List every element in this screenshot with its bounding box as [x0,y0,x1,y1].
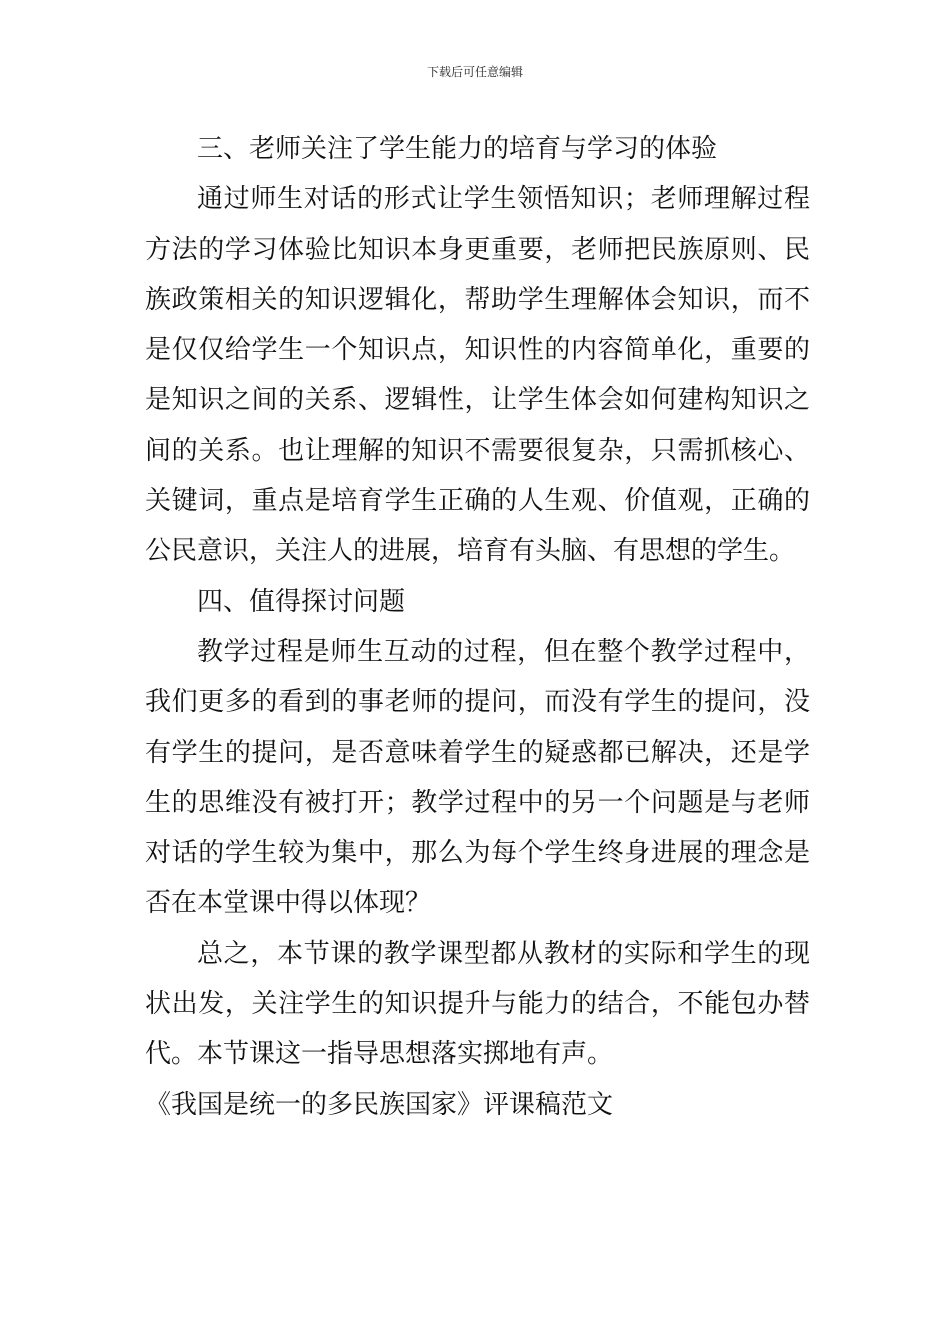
paragraph-conclusion: 总之，本节课的教学课型都从教材的实际和学生的现状出发，关注学生的知识提升与能力的结合，不能包办替代。本节课这一指导思想落实掷地有声。 [145,938,810,1070]
page-header-note: 下载后可任意编辑 [426,65,523,79]
paragraph-discussion-issues: 教学过程是师生互动的过程，但在整个教学过程中，我们更多的看到的事老师的提问，而没有学生的提问，没有学生的提问，是否意味着学生的疑惑都已解决，还是学生的思维没有被打开；教学过程中的另一个问题是与老师对话的学生较为集中，那么为每个学生终身进展的理念是否在本堂课中得以体现？ [145,636,810,919]
document-body [145,124,810,1130]
paragraph-dialogue-learning: 通过师生对话的形式让学生领悟知识；老师理解过程方法的学习体验比知识本身更重要，老师把民族原则、民族政策相关的知识逻辑化，帮助学生理解体会知识，而不是仅仅给学生一个知识点，知识性的内容简单化，重要的是知识之间的关系、逻辑性，让学生体会如何建构知识之间的关系。也让理解的知识不需要很复杂，只需抓核心、关键词，重点是培育学生正确的人生观、价值观，正确的公民意识，关注人的进展，培育有头脑、有思想的学生。 [145,184,810,567]
next-document-title: 《我国是统一的多民族国家》评课稿范文 [145,1089,614,1120]
section-heading-4: 四、值得探讨问题 [197,586,406,617]
section-heading-3: 三、老师关注了学生能力的培育与学习的体验 [197,134,718,164]
